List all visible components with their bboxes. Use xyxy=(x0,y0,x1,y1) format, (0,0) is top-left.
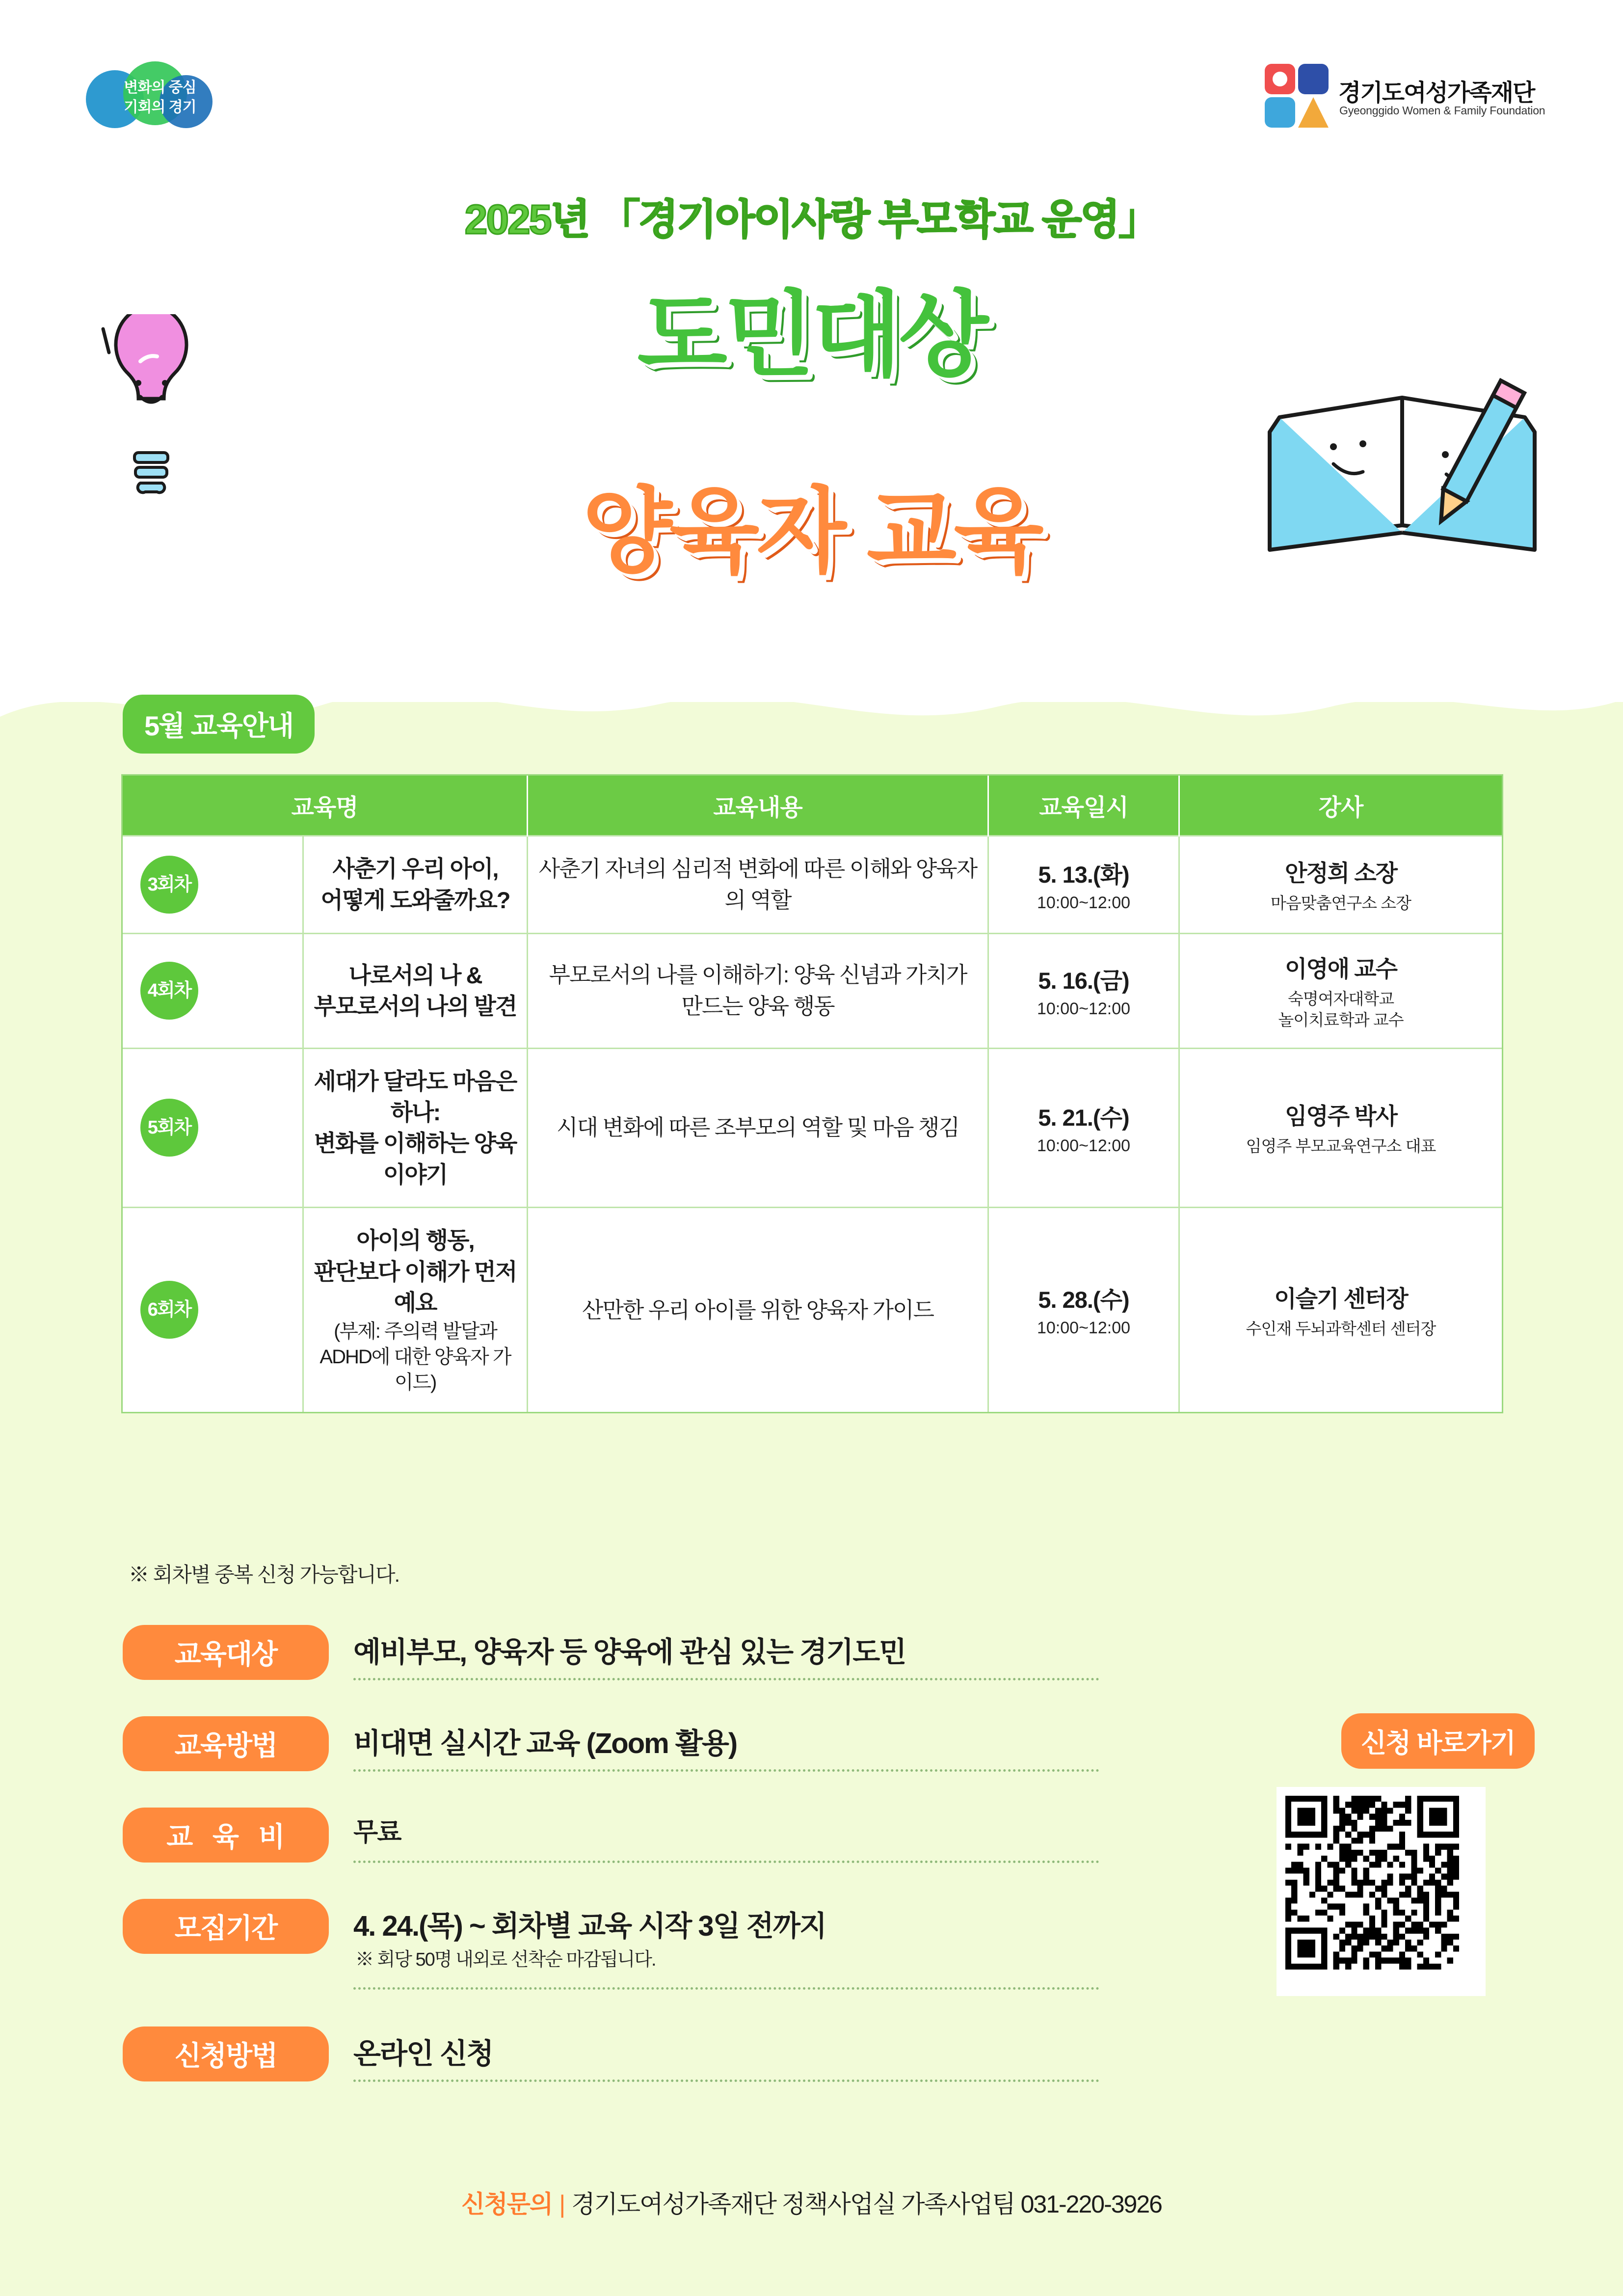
course-date: 5. 28.(수) xyxy=(1038,1287,1129,1313)
qr-code[interactable] xyxy=(1277,1787,1486,1996)
open-book-icon xyxy=(1260,363,1554,560)
info-label-method: 교육방법 xyxy=(123,1716,329,1771)
info-value-method: 비대면 실시간 교육 (Zoom 활용) xyxy=(353,1728,737,1759)
course-name-line-2: 변화를 이해하는 양육 이야기 xyxy=(314,1130,517,1188)
course-name-cell xyxy=(303,933,528,1048)
footer-contact xyxy=(0,2185,1623,2220)
course-name-line-2: 판단보다 이해가 먼저예요 xyxy=(314,1258,517,1316)
course-desc-cell: 시대 변화에 따른 조부모의 역할 및 마음 챙김 xyxy=(528,1048,988,1208)
info-row-method xyxy=(123,1711,1153,1803)
info-divider xyxy=(353,1861,1099,1863)
course-desc-cell: 부모로서의 나를 이해하기: 양육 신념과 가치가 만드는 양육 행동 xyxy=(528,933,988,1048)
course-desc-cell: 산만한 우리 아이를 위한 양육자 가이드 xyxy=(528,1208,988,1412)
lightbulb-icon xyxy=(74,314,236,520)
col-header-lecturer: 강사 xyxy=(1179,776,1502,836)
foundation-name: 경기도여성가족재단 xyxy=(1338,80,1535,106)
info-divider xyxy=(353,1678,1099,1680)
info-row-target xyxy=(123,1620,1153,1711)
lecturer-cell xyxy=(1179,1208,1502,1412)
foundation-name-en: Gyeonggido Women & Family Foundation xyxy=(1339,104,1545,117)
info-divider xyxy=(353,2080,1099,2082)
footer-label: 신청문의 xyxy=(461,2190,553,2218)
lecturer-cell xyxy=(1179,933,1502,1048)
course-date: 5. 21.(수) xyxy=(1038,1105,1129,1131)
footer-text: 경기도여성가족재단 정책사업실 가족사업팀 031-220-3926 xyxy=(571,2190,1162,2218)
info-subnote-period: ※ 회당 50명 내외로 선착순 마감됩니다. xyxy=(355,1949,656,1970)
course-name-cell xyxy=(303,1208,528,1412)
foundation-mark-icon xyxy=(1265,64,1329,128)
course-name-line-2: 어떻게 도와줄까요? xyxy=(320,887,510,913)
lecturer-affiliation: 임영주 부모교육연구소 대표 xyxy=(1246,1137,1436,1156)
course-time: 10:00~12:00 xyxy=(1037,1136,1131,1156)
lecturer-name: 이슬기 센터장 xyxy=(1274,1285,1408,1312)
course-time: 10:00~12:00 xyxy=(1037,893,1131,912)
table-note: ※ 회차별 중복 신청 가능합니다. xyxy=(129,1563,399,1586)
lecturer-affiliation xyxy=(1189,989,1493,1031)
info-label-period: 모집기간 xyxy=(123,1899,329,1954)
course-name-line-2: 부모로서의 나의 발견 xyxy=(314,993,517,1020)
course-name-line-1: 나로서의 나 & xyxy=(348,962,482,988)
lecturer-affiliation: 수인재 두뇌과학센터 센터장 xyxy=(1246,1319,1436,1338)
kicker-text: 2025년 「경기아이사랑 부모학교 운영」 xyxy=(464,196,1159,243)
table-row xyxy=(123,1048,1502,1208)
course-name-line-1: 사춘기 우리 아이, xyxy=(332,856,498,882)
course-name-sub-2: ADHD에 대한 양육자 가이드) xyxy=(319,1346,511,1393)
info-row-period xyxy=(123,1894,1153,2022)
page-title-line-2: 양육자 교육 xyxy=(582,480,1041,584)
session-badge-cell xyxy=(123,933,303,1048)
slogan-line-1: 변화의 중심 xyxy=(124,80,196,96)
session-badge-cell xyxy=(123,1048,303,1208)
lecturer-affiliation: 마음맞춤연구소 소장 xyxy=(1270,893,1411,912)
table-header-row xyxy=(123,776,1502,836)
course-name-line-1: 아이의 행동, xyxy=(356,1227,474,1254)
session-badge-cell xyxy=(123,1208,303,1412)
info-row-fee xyxy=(123,1803,1153,1894)
foundation-logo xyxy=(1265,64,1549,133)
session-badge: 4회차 xyxy=(140,962,198,1020)
course-time: 10:00~12:00 xyxy=(1037,999,1131,1019)
page-title-line-1: 도민대상 xyxy=(637,283,986,387)
gyeonggi-logo xyxy=(86,61,233,130)
course-desc-cell: 사춘기 자녀의 심리적 변화에 따른 이해와 양육자의 역할 xyxy=(528,836,988,934)
info-value-apply: 온라인 신청 xyxy=(353,2038,493,2070)
col-header-name: 교육명 xyxy=(123,776,528,836)
schedule-table xyxy=(123,776,1502,1412)
info-value-target: 예비부모, 양육자 등 양육에 관심 있는 경기도민 xyxy=(353,1636,906,1668)
table-row xyxy=(123,1208,1502,1412)
course-name-cell xyxy=(303,1048,528,1208)
course-date-cell xyxy=(988,1208,1179,1412)
gyeonggi-slogan xyxy=(99,78,221,117)
footer-divider: | xyxy=(559,2190,565,2218)
session-badge: 5회차 xyxy=(140,1099,198,1157)
lecturer-name: 임영주 박사 xyxy=(1284,1103,1397,1130)
course-date: 5. 16.(금) xyxy=(1038,968,1129,994)
affiliation-line-2: 놀이치료학과 교수 xyxy=(1278,1010,1404,1029)
slogan-line-2: 기회의 경기 xyxy=(124,99,196,115)
section-label: 5월 교육안내 xyxy=(123,695,315,754)
info-divider xyxy=(353,1987,1099,1990)
table-row xyxy=(123,933,1502,1048)
course-name-cell xyxy=(303,836,528,934)
table-row xyxy=(123,836,1502,934)
lecturer-cell xyxy=(1179,836,1502,934)
lecturer-cell xyxy=(1179,1048,1502,1208)
session-badge-cell xyxy=(123,836,303,934)
info-list xyxy=(123,1620,1153,2113)
col-header-date: 교육일시 xyxy=(988,776,1179,836)
course-date-cell xyxy=(988,836,1179,934)
info-divider xyxy=(353,1769,1099,1772)
info-label-fee: 교 육 비 xyxy=(123,1808,329,1863)
course-date-cell xyxy=(988,1048,1179,1208)
course-name-line-1: 세대가 달라도 마음은 하나: xyxy=(314,1068,517,1125)
course-date-cell xyxy=(988,933,1179,1048)
info-value-fee: 무료 xyxy=(353,1818,401,1847)
session-badge: 6회차 xyxy=(140,1281,198,1339)
qr-code-image[interactable] xyxy=(1285,1796,1459,1970)
info-label-target: 교육대상 xyxy=(123,1625,329,1680)
course-date: 5. 13.(화) xyxy=(1038,861,1129,888)
course-name-sub-1: (부제: 주의력 발달과 xyxy=(334,1320,497,1342)
info-label-apply: 신청방법 xyxy=(123,2026,329,2081)
affiliation-line-1: 숙명여자대학교 xyxy=(1287,989,1394,1008)
qr-title: 신청 바로가기 xyxy=(1341,1713,1535,1769)
col-header-desc: 교육내용 xyxy=(528,776,988,836)
info-value-period: 4. 24.(목) ~ 회차별 교육 시작 3일 전까지 xyxy=(353,1910,826,1942)
course-time: 10:00~12:00 xyxy=(1037,1319,1131,1338)
session-badge: 3회차 xyxy=(140,856,198,914)
lecturer-name: 이영애 교수 xyxy=(1284,955,1397,982)
info-row-apply xyxy=(123,2022,1153,2113)
lecturer-name: 안정희 소장 xyxy=(1284,860,1397,886)
